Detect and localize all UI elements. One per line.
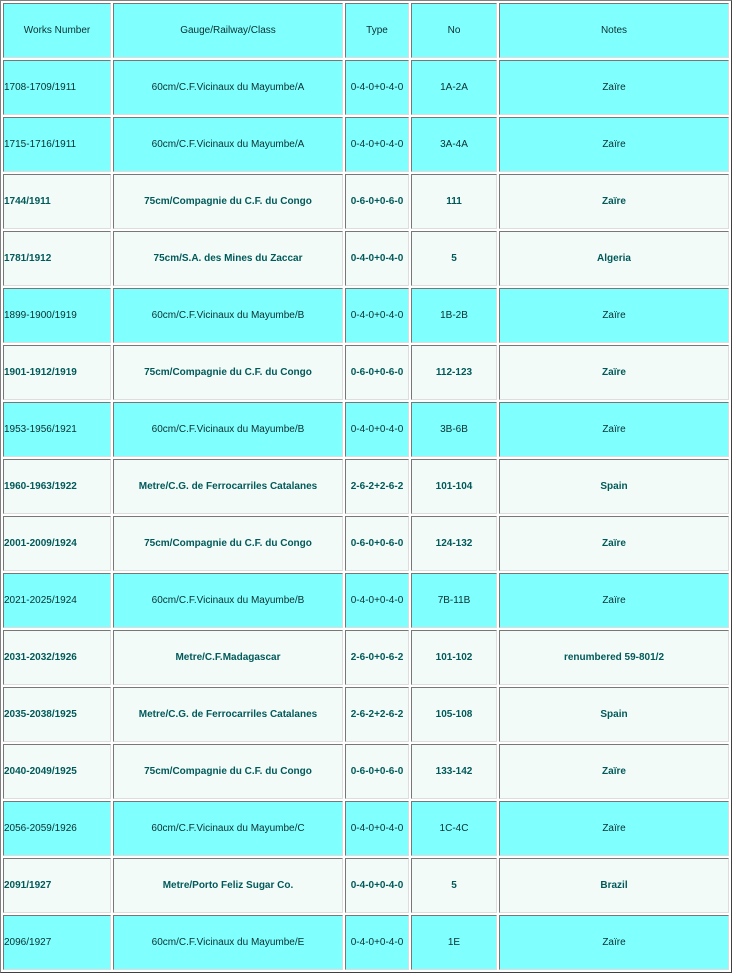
notes-cell: Zaïre	[499, 402, 729, 457]
type-cell: 0-4-0+0-4-0	[345, 858, 409, 913]
no-cell: 112-123	[411, 345, 497, 400]
type-cell: 0-6-0+0-6-0	[345, 345, 409, 400]
notes-cell: Zaïre	[499, 288, 729, 343]
gauge-railway-class-cell: 60cm/C.F.Vicinaux du Mayumbe/C	[113, 801, 343, 856]
type-cell: 0-4-0+0-4-0	[345, 117, 409, 172]
table-row	[3, 516, 729, 571]
works-number-cell: 2096/1927	[3, 915, 111, 970]
notes-cell: Spain	[499, 459, 729, 514]
gauge-railway-class-cell: Metre/Porto Feliz Sugar Co.	[113, 858, 343, 913]
type-cell: 0-4-0+0-4-0	[345, 288, 409, 343]
table-row	[3, 60, 729, 115]
gauge-railway-class-cell: 75cm/Compagnie du C.F. du Congo	[113, 516, 343, 571]
table-row	[3, 174, 729, 229]
notes-cell: Zaïre	[499, 516, 729, 571]
type-cell: 2-6-2+2-6-2	[345, 687, 409, 742]
table-row	[3, 231, 729, 286]
table-row	[3, 744, 729, 799]
gauge-railway-class-cell: 60cm/C.F.Vicinaux du Mayumbe/B	[113, 402, 343, 457]
notes-cell: Zaïre	[499, 345, 729, 400]
works-number-cell: 2001-2009/1924	[3, 516, 111, 571]
table-row	[3, 402, 729, 457]
table-row	[3, 630, 729, 685]
no-cell: 1B-2B	[411, 288, 497, 343]
gauge-railway-class-cell: 60cm/C.F.Vicinaux du Mayumbe/A	[113, 117, 343, 172]
table-body	[3, 60, 729, 970]
table-row	[3, 117, 729, 172]
notes-cell: Zaïre	[499, 573, 729, 628]
notes-cell: Zaïre	[499, 117, 729, 172]
no-cell: 7B-11B	[411, 573, 497, 628]
no-cell: 1A-2A	[411, 60, 497, 115]
gauge-railway-class-cell: 75cm/S.A. des Mines du Zaccar	[113, 231, 343, 286]
type-cell: 2-6-2+2-6-2	[345, 459, 409, 514]
header-works-number: Works Number	[3, 3, 111, 58]
header-gauge-railway-class: Gauge/Railway/Class	[113, 3, 343, 58]
works-number-cell: 1953-1956/1921	[3, 402, 111, 457]
notes-cell: Brazil	[499, 858, 729, 913]
gauge-railway-class-cell: Metre/C.G. de Ferrocarriles Catalanes	[113, 687, 343, 742]
table-row	[3, 345, 729, 400]
notes-cell: Algeria	[499, 231, 729, 286]
no-cell: 5	[411, 858, 497, 913]
no-cell: 3B-6B	[411, 402, 497, 457]
gauge-railway-class-cell: Metre/C.G. de Ferrocarriles Catalanes	[113, 459, 343, 514]
type-cell: 0-4-0+0-4-0	[345, 231, 409, 286]
no-cell: 133-142	[411, 744, 497, 799]
gauge-railway-class-cell: 60cm/C.F.Vicinaux du Mayumbe/B	[113, 573, 343, 628]
gauge-railway-class-cell: 75cm/Compagnie du C.F. du Congo	[113, 345, 343, 400]
gauge-railway-class-cell: 60cm/C.F.Vicinaux du Mayumbe/B	[113, 288, 343, 343]
works-number-cell: 1715-1716/1911	[3, 117, 111, 172]
notes-cell: Zaïre	[499, 744, 729, 799]
type-cell: 0-4-0+0-4-0	[345, 573, 409, 628]
gauge-railway-class-cell: 75cm/Compagnie du C.F. du Congo	[113, 744, 343, 799]
works-number-cell: 2040-2049/1925	[3, 744, 111, 799]
works-number-cell: 2035-2038/1925	[3, 687, 111, 742]
works-number-cell: 2056-2059/1926	[3, 801, 111, 856]
no-cell: 1E	[411, 915, 497, 970]
gauge-railway-class-cell: 60cm/C.F.Vicinaux du Mayumbe/E	[113, 915, 343, 970]
notes-cell: renumbered 59-801/2	[499, 630, 729, 685]
type-cell: 0-6-0+0-6-0	[345, 516, 409, 571]
table-row	[3, 915, 729, 970]
gauge-railway-class-cell: Metre/C.F.Madagascar	[113, 630, 343, 685]
notes-cell: Zaïre	[499, 915, 729, 970]
type-cell: 0-4-0+0-4-0	[345, 915, 409, 970]
no-cell: 124-132	[411, 516, 497, 571]
works-number-cell: 2031-2032/1926	[3, 630, 111, 685]
works-number-cell: 1708-1709/1911	[3, 60, 111, 115]
notes-cell: Zaïre	[499, 174, 729, 229]
header-no: No	[411, 3, 497, 58]
table-row	[3, 858, 729, 913]
type-cell: 0-4-0+0-4-0	[345, 402, 409, 457]
table-row	[3, 573, 729, 628]
type-cell: 0-6-0+0-6-0	[345, 744, 409, 799]
no-cell: 101-104	[411, 459, 497, 514]
header-type: Type	[345, 3, 409, 58]
no-cell: 3A-4A	[411, 117, 497, 172]
gauge-railway-class-cell: 75cm/Compagnie du C.F. du Congo	[113, 174, 343, 229]
type-cell: 2-6-0+0-6-2	[345, 630, 409, 685]
works-number-cell: 1960-1963/1922	[3, 459, 111, 514]
notes-cell: Zaïre	[499, 60, 729, 115]
works-number-cell: 1899-1900/1919	[3, 288, 111, 343]
table-row	[3, 288, 729, 343]
type-cell: 0-4-0+0-4-0	[345, 60, 409, 115]
works-number-cell: 1744/1911	[3, 174, 111, 229]
notes-cell: Spain	[499, 687, 729, 742]
works-number-cell: 2021-2025/1924	[3, 573, 111, 628]
no-cell: 105-108	[411, 687, 497, 742]
type-cell: 0-4-0+0-4-0	[345, 801, 409, 856]
works-number-cell: 1781/1912	[3, 231, 111, 286]
no-cell: 5	[411, 231, 497, 286]
header-notes: Notes	[499, 3, 729, 58]
works-number-cell: 2091/1927	[3, 858, 111, 913]
no-cell: 111	[411, 174, 497, 229]
type-cell: 0-6-0+0-6-0	[345, 174, 409, 229]
table-row	[3, 801, 729, 856]
no-cell: 101-102	[411, 630, 497, 685]
gauge-railway-class-cell: 60cm/C.F.Vicinaux du Mayumbe/A	[113, 60, 343, 115]
works-number-cell: 1901-1912/1919	[3, 345, 111, 400]
no-cell: 1C-4C	[411, 801, 497, 856]
table-row	[3, 687, 729, 742]
header-row	[3, 3, 729, 58]
table-row	[3, 459, 729, 514]
notes-cell: Zaïre	[499, 801, 729, 856]
